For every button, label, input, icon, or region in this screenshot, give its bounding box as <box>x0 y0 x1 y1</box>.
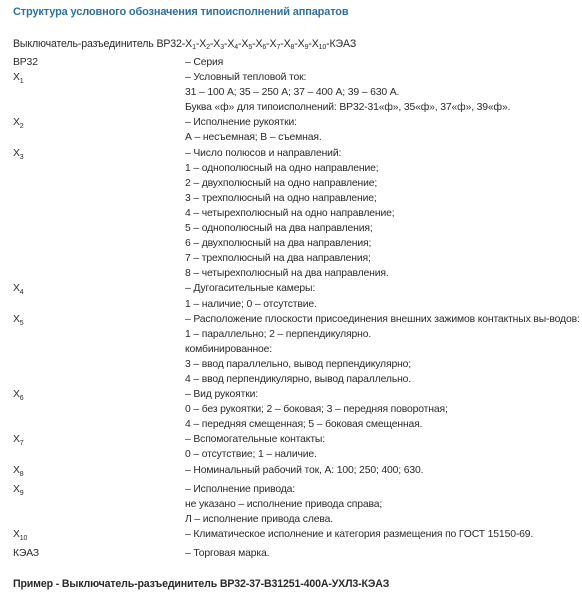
formula-part-index: 10 <box>318 44 327 51</box>
formula-separator: - <box>308 38 312 50</box>
designation-code <box>13 281 185 311</box>
code-index: 4 <box>19 289 24 297</box>
code-index: 9 <box>19 489 24 497</box>
code-text: X <box>13 147 20 159</box>
formula-part: X <box>241 38 249 50</box>
designation-row <box>13 463 578 482</box>
formula-separator: - <box>209 38 214 50</box>
formula-part: X <box>185 38 193 50</box>
formula-part: X <box>311 38 319 50</box>
formula-suffix: КЭАЗ <box>329 38 357 50</box>
code-index: 1 <box>19 78 24 86</box>
designation-code <box>13 70 185 115</box>
description-line: 8 – четырехполюсный на два направления. <box>185 268 389 280</box>
formula-separator: - <box>252 38 256 50</box>
designation-row <box>13 546 578 561</box>
code-text: X <box>13 434 20 446</box>
description-line: 1 – однополюсный на одно направление; <box>185 162 379 174</box>
designation-code <box>13 312 185 387</box>
description-line: 4 – ввод перпендикулярно, вывод параллельно. <box>185 373 412 385</box>
formula-part-index: 2 <box>206 44 210 51</box>
designation-description <box>185 281 578 311</box>
code-index: 5 <box>19 319 24 327</box>
designation-description <box>185 546 578 561</box>
formula-part: X <box>213 38 221 50</box>
code-text: КЭАЗ <box>13 548 40 559</box>
code-text: X <box>13 483 20 495</box>
formula-part-index: 5 <box>248 44 253 51</box>
description-line: 0 – отсутствие; 1 – наличие. <box>185 449 317 461</box>
designation-code <box>13 432 185 462</box>
code-text: X <box>13 72 20 84</box>
formula-separator: - <box>294 38 298 50</box>
description-line: – Расположение плоскости присоединения внешних зажимов контактных вы-водов: <box>185 313 580 325</box>
code-text: X <box>13 389 20 401</box>
description-line: – Серия <box>185 57 224 68</box>
designation-description <box>185 463 578 482</box>
description-line: – Исполнение привода: <box>185 483 296 495</box>
description-line: 31 – 100 А; 35 – 250 А; 37 – 400 А; 39 – 630 А. <box>185 87 400 99</box>
description-line: – Число полюсов и направлений: <box>185 147 342 159</box>
designation-code <box>13 546 185 561</box>
formula-part: X <box>227 38 235 50</box>
description-line: – Торговая марка. <box>185 548 270 559</box>
designation-code <box>13 463 185 482</box>
designation-row <box>13 312 578 387</box>
designation-formula <box>13 38 356 51</box>
formula-part-index: 8 <box>290 44 295 51</box>
designation-description <box>185 482 578 527</box>
description-line: – Дугогасительные камеры: <box>185 283 316 295</box>
example-line: Пример - Выключатель-разъединитель ВР32-37-В31251-400А-УХЛ3-КЭАЗ <box>13 578 390 590</box>
description-line: 4 – четырехполюсный на одно направление; <box>185 207 395 219</box>
designation-code <box>13 387 185 432</box>
formula-separator: - <box>195 38 200 50</box>
code-text: X <box>13 528 20 540</box>
description-line: не указано – исполнение привода справа; <box>185 498 383 510</box>
designation-row <box>13 527 578 546</box>
designation-table <box>13 55 578 561</box>
designation-code <box>13 115 185 145</box>
formula-separator: - <box>238 38 242 50</box>
description-line: 5 – однополюсный на два направления; <box>185 223 373 235</box>
code-index: 2 <box>19 123 24 131</box>
document-title: Структура условного обозначения типоисполнений аппаратов <box>13 6 349 18</box>
code-index: 10 <box>19 534 28 542</box>
description-line: Л – исполнение привода слева. <box>185 513 333 525</box>
designation-description <box>185 312 580 387</box>
description-line: 4 – передняя смещенная; 5 – боковая смещенная. <box>185 419 423 431</box>
designation-description <box>185 146 578 282</box>
designation-row <box>13 432 578 462</box>
designation-code <box>13 482 185 527</box>
designation-description <box>185 115 578 145</box>
designation-code <box>13 527 185 546</box>
designation-row <box>13 55 578 70</box>
designation-row <box>13 482 578 527</box>
description-line: 1 – параллельно; 2 – перпендикулярно. <box>185 328 372 340</box>
code-text: X <box>13 313 20 325</box>
formula-part-index: 6 <box>262 44 267 51</box>
designation-description <box>185 527 578 546</box>
description-line: 0 – без рукоятки; 2 – боковая; 3 – передняя поворотная; <box>185 404 448 416</box>
designation-row <box>13 281 578 311</box>
formula-part-index: 1 <box>192 44 196 51</box>
description-line: Буква «ф» для типоисполнений: ВР32-31«ф», 35«ф», 37«ф», 39«ф». <box>185 102 511 114</box>
description-line: А – несъемная; В – съемная. <box>185 132 322 144</box>
formula-part: X <box>297 38 305 50</box>
designation-row <box>13 387 578 432</box>
formula-separator: - <box>280 38 284 50</box>
code-index: 7 <box>19 440 24 448</box>
description-line: 3 – ввод параллельно, вывод перпендикулярно; <box>185 358 412 370</box>
description-line: 7 – трехполюсный на два направления; <box>185 253 371 265</box>
formula-part-index: 7 <box>276 44 281 51</box>
description-line: – Вид рукоятки: <box>185 389 259 401</box>
code-text: X <box>13 464 20 476</box>
formula-separator: - <box>223 38 228 50</box>
code-index: 8 <box>19 470 24 478</box>
designation-description <box>185 387 578 432</box>
formula-part: X <box>199 38 207 50</box>
description-line: 2 – двухполюсный на одно направление; <box>185 177 378 189</box>
code-text: X <box>13 117 20 129</box>
designation-description <box>185 432 578 462</box>
description-line: – Климатическое исполнение и категория размещения по ГОСТ 15150-69. <box>185 528 534 540</box>
description-line: – Вспомогательные контакты: <box>185 434 325 446</box>
designation-description <box>185 70 578 115</box>
formula-part-index: 9 <box>304 44 309 51</box>
designation-row <box>13 115 578 145</box>
designation-row <box>13 146 578 282</box>
code-index: 3 <box>19 153 24 161</box>
description-line: 3 – трехполюсный на одно направление; <box>185 192 377 204</box>
description-line: 1 – наличие; 0 – отсутствие. <box>185 298 317 310</box>
formula-prefix: Выключатель-разъединитель ВР32- <box>13 38 186 50</box>
code-index: 6 <box>19 395 24 403</box>
formula-separator: - <box>266 38 270 50</box>
code-text: X <box>13 283 20 295</box>
designation-code <box>13 55 185 70</box>
description-line: 6 – двухполюсный на два направления; <box>185 238 372 250</box>
designation-description <box>185 55 578 70</box>
description-line: комбинированное: <box>185 343 273 355</box>
formula-part-index: 4 <box>234 44 239 51</box>
description-line: – Номинальный рабочий ток, А: 100; 250; 400; 630. <box>185 464 424 476</box>
designation-code <box>13 146 185 282</box>
designation-row <box>13 70 578 115</box>
formula-part: X <box>255 38 263 50</box>
description-line: – Условный тепловой ток: <box>185 72 307 84</box>
formula-part: X <box>283 38 291 50</box>
formula-part: X <box>269 38 277 50</box>
code-text: ВР32 <box>13 57 38 68</box>
formula-separator: - <box>326 38 330 50</box>
formula-part-index: 3 <box>220 44 224 51</box>
description-line: – Исполнение рукоятки: <box>185 117 297 129</box>
